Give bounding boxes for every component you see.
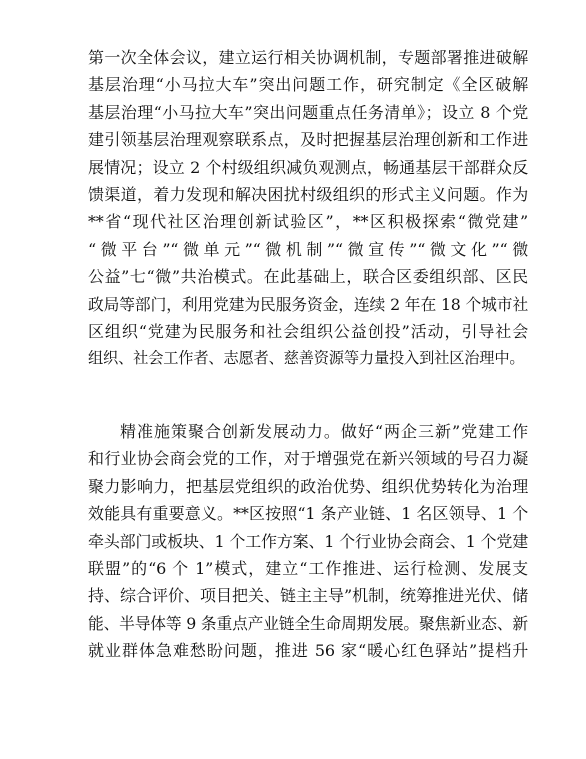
text-line: 和行业协会商会党的工作，对于增强党在新兴领域的号召力凝 <box>88 449 528 469</box>
text-line: 联盟”的“6 个 1”模式，建立“工作推进、运行检测、发展支 <box>88 558 528 578</box>
text-line: 聚力影响力，把基层党组织的政治优势、组织优势转化为治理 <box>88 476 528 496</box>
text-line: 能、半导体等 9 条重点产业链全生命周期发展。聚焦新业态、新 <box>88 613 528 633</box>
text-line: 效能具有重要意义。**区按照“1 条产业链、1 名区领导、1 个 <box>88 504 528 524</box>
paragraph-2 <box>88 418 528 665</box>
text-line: 基层治理“小马拉大车”突出问题工作，研究制定《全区破解 <box>88 75 528 95</box>
text-line: 政局等部门，利用党建为民服务资金，连续 2 年在 18 个城市社 <box>88 294 528 314</box>
text-line: **省“现代社区治理创新试验区”，**区积极探索“微党建” <box>88 212 528 232</box>
text-line: 牵头部门或板块、1 个工作方案、1 个行业协会商会、1 个党建 <box>88 531 528 551</box>
text-line: 建引领基层治理观察联系点，及时把握基层治理创新和工作进 <box>88 130 528 150</box>
text-line-first: 精准施策聚合创新发展动力。做好“两企三新”党建工作 <box>120 422 528 441</box>
text-line: 公益”七“微”共治模式。在此基础上，联合区委组织部、区民 <box>88 267 528 287</box>
text-line: 第一次全体会议，建立运行相关协调机制，专题部署推进破解 <box>88 48 528 67</box>
text-line: 展情况；设立 2 个村级组织减负观测点，畅通基层干部群众反 <box>88 157 528 177</box>
text-line: 持、综合评价、项目把关、链主主导”机制，统筹推进光伏、储 <box>88 586 528 606</box>
text-line: “微平台”“微单元”“微机制”“微宣传”“微文化”“微 <box>88 239 528 259</box>
text-line: 区组织“党建为民服务和社会组织公益创投”活动，引导社会 <box>88 321 528 341</box>
text-line: 基层治理“小马拉大车”突出问题重点任务清单》；设立 8 个党 <box>88 102 528 122</box>
text-line: 馈渠道，着力发现和解决困扰村级组织的形式主义问题。作为 <box>88 184 528 204</box>
text-line-last: 组织、社会工作者、志愿者、慈善资源等力量投入到社区治理中。 <box>88 349 525 368</box>
text-line: 就业群体急难愁盼问题，推进 56 家“暖心红色驿站”提档升 <box>88 641 528 661</box>
paragraph-1 <box>88 44 528 373</box>
